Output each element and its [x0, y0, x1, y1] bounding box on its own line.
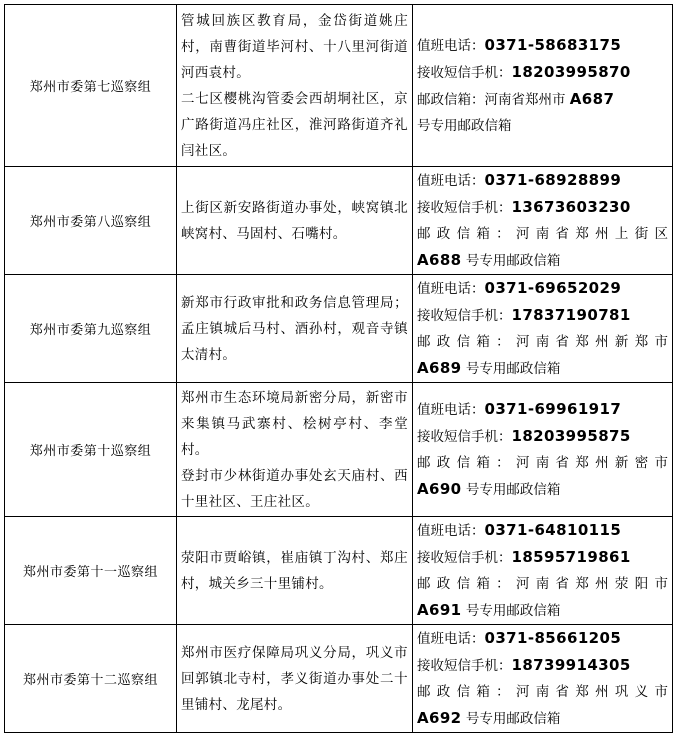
group-name: 郑州市委第十二巡察组: [5, 625, 177, 733]
sms-label: 接收短信手机：: [417, 200, 512, 216]
sms-line: [417, 652, 668, 679]
mailbox-suffix-line: [417, 476, 668, 503]
mailbox-number: A690: [417, 480, 462, 498]
sms-line: [417, 544, 668, 571]
hotline-line: [417, 517, 668, 544]
mailbox-suffix: 号专用邮政信箱: [465, 711, 561, 727]
sms-label: 接收短信手机：: [417, 308, 512, 324]
mailbox-suffix: 号专用邮政信箱: [465, 253, 561, 269]
sms-number: 18203995875: [511, 427, 631, 445]
mailbox-label: 邮政信箱：: [417, 684, 516, 700]
hotline-number: 0371-69961917: [484, 400, 622, 418]
contact-info: [413, 383, 673, 517]
mailbox-number: A688: [417, 251, 462, 269]
sms-number: 13673603230: [511, 198, 631, 216]
group-name: 郑州市委第十巡察组: [5, 383, 177, 517]
group-name: 郑州市委第八巡察组: [5, 167, 177, 275]
hotline-number: 0371-58683175: [484, 36, 622, 54]
mailbox-label: 邮政信箱：: [417, 226, 516, 242]
mailbox-address: 河南省郑州市: [484, 92, 566, 108]
contact-info: [413, 167, 673, 275]
group-name: 郑州市委第十一巡察组: [5, 517, 177, 625]
hotline-number: 0371-69652029: [484, 279, 622, 297]
sms-line: [417, 194, 668, 221]
scope-paragraph: 登封市少林街道办事处玄天庙村、西十里社区、王庄社区。: [181, 467, 408, 510]
hotline-line: [417, 32, 668, 59]
hotline-label: 值班电话：: [417, 281, 485, 297]
mailbox-line: [417, 221, 668, 247]
mailbox-suffix-line: [417, 597, 668, 624]
mailbox-suffix-line: [417, 355, 668, 382]
table-row: [5, 383, 673, 517]
sms-number: 18203995870: [511, 63, 631, 81]
sms-number: 17837190781: [511, 306, 631, 324]
scope-paragraph: 上街区新安路街道办事处，峡窝镇北峡窝村、马固村、石嘴村。: [181, 199, 408, 242]
inspection-scope: [177, 5, 413, 167]
mailbox-suffix: 号专用邮政信箱: [465, 482, 561, 498]
mailbox-number: A692: [417, 709, 462, 727]
table-row: [5, 275, 673, 383]
hotline-line: [417, 275, 668, 302]
hotline-line: [417, 625, 668, 652]
scope-paragraph: 二七区樱桃沟管委会西胡垌社区，京广路街道冯庄社区，淮河路街道齐礼闫社区。: [181, 90, 408, 159]
table-row: [5, 167, 673, 275]
hotline-label: 值班电话：: [417, 402, 485, 418]
contact-info: [413, 625, 673, 733]
hotline-label: 值班电话：: [417, 173, 485, 189]
inspection-scope: [177, 517, 413, 625]
scope-paragraph: 郑州市医疗保障局巩义分局，巩义市回郭镇北寺村，孝义街道办事处二十里铺村、龙尾村。: [181, 644, 408, 713]
hotline-label: 值班电话：: [417, 523, 485, 539]
group-name: 郑州市委第七巡察组: [5, 5, 177, 167]
mailbox-label: 邮政信箱：: [417, 576, 516, 592]
mailbox-number: A689: [417, 359, 462, 377]
mailbox-line: [417, 450, 668, 476]
hotline-number: 0371-64810115: [484, 521, 622, 539]
hotline-line: [417, 167, 668, 194]
inspection-scope: [177, 167, 413, 275]
sms-label: 接收短信手机：: [417, 550, 512, 566]
mailbox-number: A687: [569, 90, 615, 108]
mailbox-line: [417, 571, 668, 597]
contact-info: [413, 5, 673, 167]
sms-label: 接收短信手机：: [417, 65, 512, 81]
table-row: [5, 625, 673, 733]
mailbox-label: 邮政信箱：: [417, 334, 516, 350]
sms-number: 18739914305: [511, 656, 631, 674]
mailbox-suffix-line: [417, 705, 668, 732]
inspection-table: [4, 4, 673, 733]
mailbox-suffix: 号专用邮政信箱: [465, 361, 561, 377]
mailbox-label: 邮政信箱：: [417, 455, 516, 471]
scope-paragraph: 新郑市行政审批和政务信息管理局；孟庄镇城后马村、酒孙村，观音寺镇太清村。: [181, 294, 408, 363]
table-row: [5, 5, 673, 167]
mailbox-line: [417, 329, 668, 355]
mailbox-line: [417, 86, 668, 113]
scope-paragraph: 荥阳市贾峪镇，崔庙镇丁沟村、郑庄村，城关乡三十里铺村。: [181, 549, 408, 592]
mailbox-address: 河南省郑州巩义市: [515, 684, 669, 700]
contact-info: [413, 517, 673, 625]
table-row: [5, 517, 673, 625]
mailbox-address: 河南省郑州上街区: [515, 226, 669, 242]
scope-paragraph: 管城回族区教育局，金岱街道姚庄村，南曹街道毕河村、十八里河街道河西袁村。: [181, 12, 408, 81]
mailbox-suffix: 号专用邮政信箱: [465, 603, 561, 619]
sms-line: [417, 302, 668, 329]
mailbox-address: 河南省郑州新郑市: [515, 334, 669, 350]
mailbox-label: 邮政信箱：: [417, 92, 485, 108]
mailbox-number: A691: [417, 601, 462, 619]
inspection-scope: [177, 383, 413, 517]
sms-label: 接收短信手机：: [417, 429, 512, 445]
group-name: 郑州市委第九巡察组: [5, 275, 177, 383]
contact-info: [413, 275, 673, 383]
hotline-label: 值班电话：: [417, 631, 485, 647]
scope-paragraph: 郑州市生态环境局新密分局，新密市来集镇马武寨村、桧树亭村、李堂村。: [181, 389, 408, 458]
sms-number: 18595719861: [511, 548, 631, 566]
hotline-number: 0371-68928899: [484, 171, 622, 189]
mailbox-address: 河南省郑州荥阳市: [515, 576, 669, 592]
sms-label: 接收短信手机：: [417, 658, 512, 674]
mailbox-line: [417, 679, 668, 705]
inspection-scope: [177, 625, 413, 733]
hotline-line: [417, 396, 668, 423]
mailbox-suffix-line: [417, 247, 668, 274]
hotline-label: 值班电话：: [417, 38, 485, 54]
hotline-number: 0371-85661205: [484, 629, 622, 647]
sms-line: [417, 59, 668, 86]
inspection-scope: [177, 275, 413, 383]
mailbox-suffix: 号专用邮政信箱: [417, 118, 512, 134]
sms-line: [417, 423, 668, 450]
mailbox-address: 河南省郑州新密市: [515, 455, 669, 471]
